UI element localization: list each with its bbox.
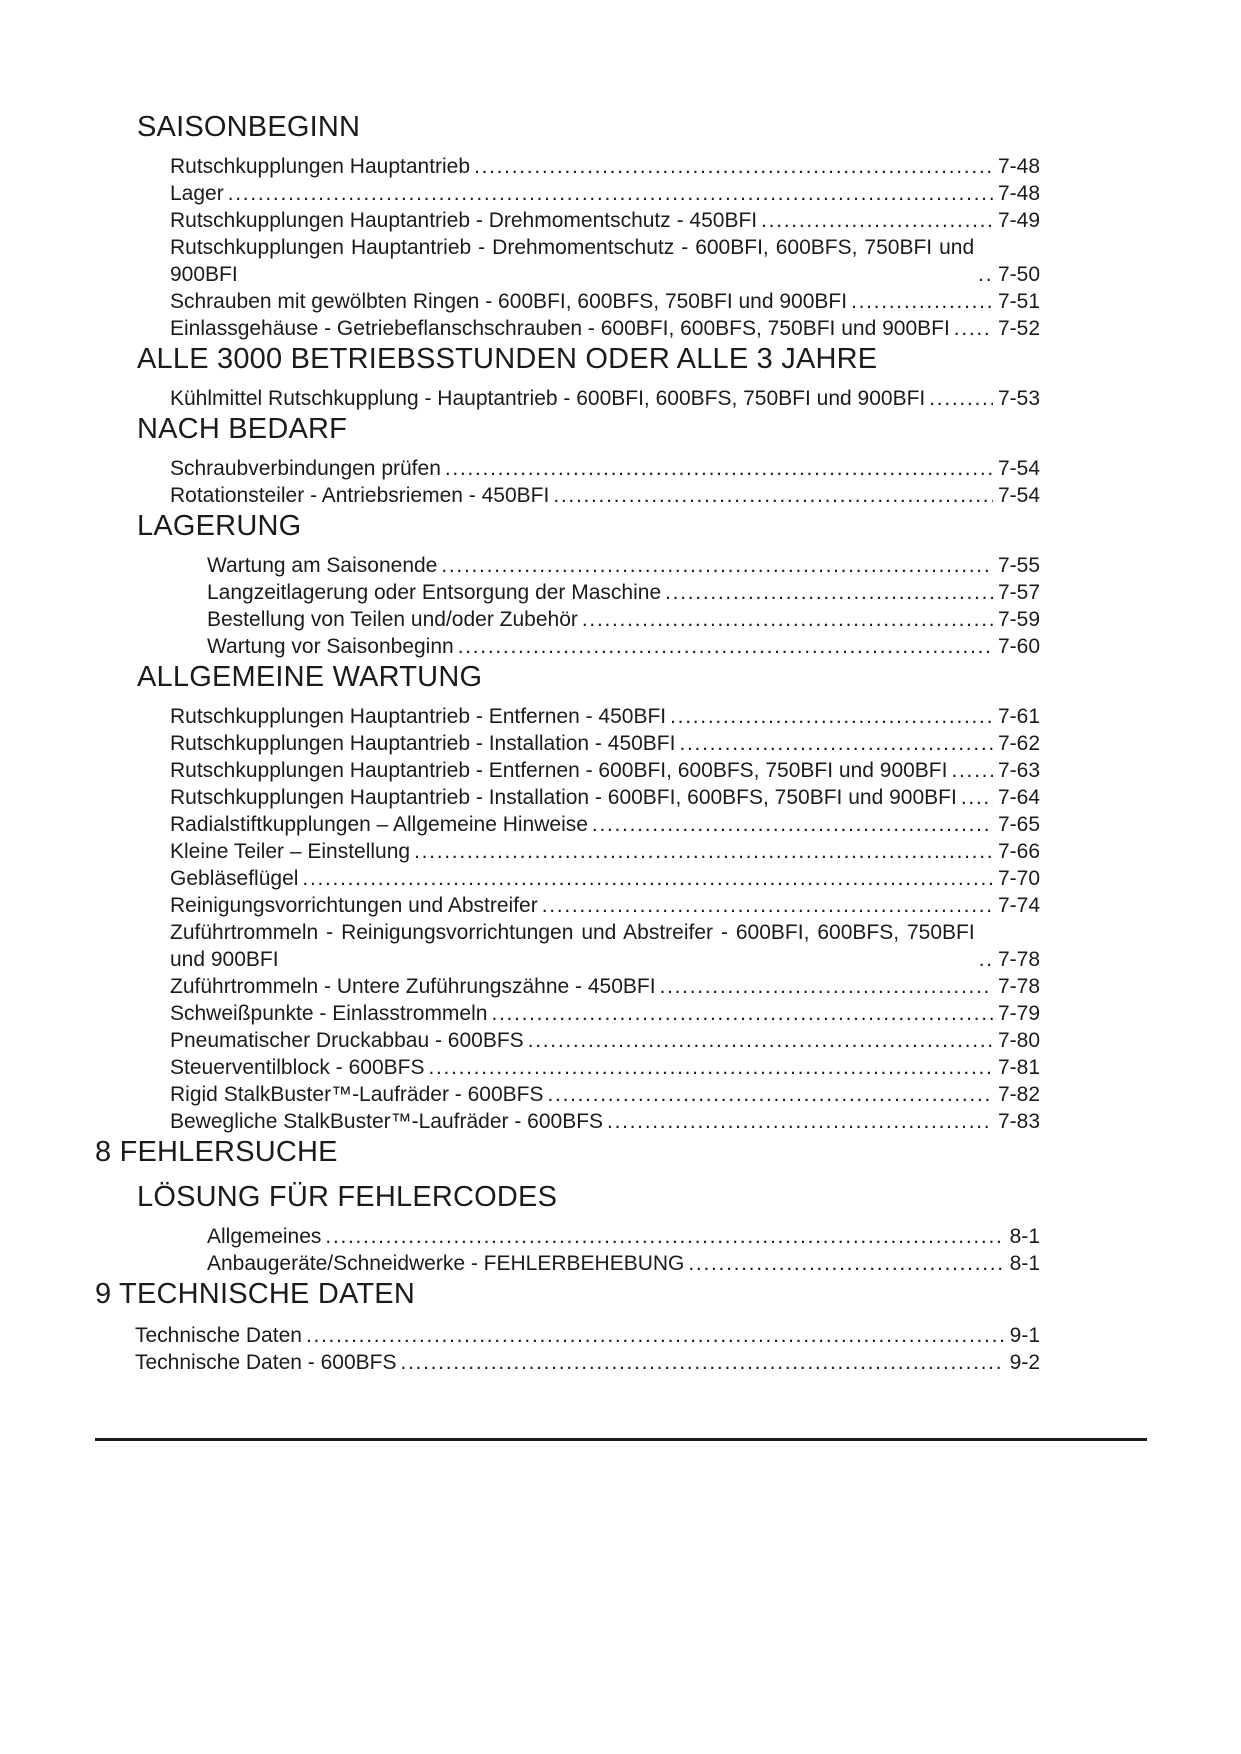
toc-entry-page-number: 7-79 xyxy=(997,1002,1040,1025)
toc-entry-page-number: 8-1 xyxy=(1009,1225,1040,1248)
toc-entry xyxy=(207,579,1040,606)
toc-entry-page-number: 7-52 xyxy=(997,317,1040,340)
toc-sections xyxy=(95,110,1040,1376)
toc-entry-page-number: 7-78 xyxy=(997,948,1040,971)
toc-entry-page-number: 7-55 xyxy=(997,554,1040,577)
dot-leader xyxy=(428,1054,993,1081)
toc-entry-title: Reinigungsvorrichtungen und Abstreifer xyxy=(170,894,538,917)
toc-entry xyxy=(170,892,1040,919)
dot-leader xyxy=(679,730,993,757)
toc-entry-page-number: 7-63 xyxy=(997,759,1040,782)
toc-entry-title: Rutschkupplungen Hauptantrieb - Installation - 450BFI xyxy=(170,732,676,755)
dot-leader xyxy=(414,838,993,865)
dot-leader xyxy=(582,606,993,633)
toc-entry xyxy=(170,234,1040,288)
toc-entry xyxy=(170,455,1040,482)
toc-entry-page-number: 7-54 xyxy=(997,457,1040,480)
toc-entry-page-number: 7-74 xyxy=(997,894,1040,917)
dot-leader xyxy=(553,482,993,509)
toc-entry xyxy=(170,1027,1040,1054)
chapter-heading: 8 FEHLERSUCHE xyxy=(95,1136,338,1168)
toc-entry-title: Pneumatischer Druckabbau - 600BFS xyxy=(170,1029,524,1052)
toc-entry-title: Schweißpunkte - Einlasstrommeln xyxy=(170,1002,488,1025)
toc-entry-title: Kühlmittel Rutschkupplung - Hauptantrieb - 600BFI, 600BFS, 750BFI und 900BFI xyxy=(170,387,926,410)
footer-rule xyxy=(95,1438,1147,1441)
toc-entry-title: Wartung am Saisonende xyxy=(207,554,438,577)
toc-entry-page-number: 7-66 xyxy=(997,840,1040,863)
toc-entry xyxy=(170,973,1040,1000)
toc-entry-page-number: 7-59 xyxy=(997,608,1040,631)
dot-leader xyxy=(607,1108,993,1135)
toc-entry-title: Rutschkupplungen Hauptantrieb - Installation - 600BFI, 600BFS, 750BFI und 900BFI xyxy=(170,786,957,809)
toc-entry xyxy=(170,784,1040,811)
toc-entry xyxy=(135,1322,1040,1349)
chapter-heading: 9 TECHNISCHE DATEN xyxy=(95,1278,415,1310)
toc-entry-title: Lager xyxy=(170,182,224,205)
toc-entry xyxy=(207,633,1040,660)
section-heading: NACH BEDARF xyxy=(137,413,348,445)
toc-entry-title: Wartung vor Saisonbeginn xyxy=(207,635,454,658)
dot-leader xyxy=(954,315,993,342)
toc-entry xyxy=(170,385,1040,412)
dot-leader xyxy=(542,892,993,919)
toc-entry-page-number: 7-50 xyxy=(997,263,1040,286)
toc-entry-title: Schrauben mit gewölbten Ringen - 600BFI, 600BFS, 750BFI und 900BFI xyxy=(170,290,848,313)
toc-entry xyxy=(170,1000,1040,1027)
toc-entry xyxy=(170,153,1040,180)
toc-entry xyxy=(170,757,1040,784)
dot-leader xyxy=(325,1223,1004,1250)
toc-entry-page-number: 7-80 xyxy=(997,1029,1040,1052)
toc-entry-title: Radialstiftkupplungen – Allgemeine Hinweise xyxy=(170,813,588,836)
toc-entry-title: Rutschkupplungen Hauptantrieb xyxy=(170,155,471,178)
toc-entry xyxy=(170,482,1040,509)
dot-leader xyxy=(665,579,993,606)
dot-leader xyxy=(474,153,993,180)
dot-leader xyxy=(688,1250,1004,1277)
dot-leader xyxy=(400,1349,1004,1376)
dot-leader xyxy=(458,633,993,660)
toc-entry xyxy=(170,207,1040,234)
dot-leader xyxy=(851,288,993,315)
toc-entry-title: Langzeitlagerung oder Entsorgung der Maschine xyxy=(207,581,662,604)
toc-entry-page-number: 7-82 xyxy=(997,1083,1040,1106)
section-heading: ALLE 3000 BETRIEBSSTUNDEN ODER ALLE 3 JAHRE xyxy=(137,343,878,375)
section-heading: SAISONBEGINN xyxy=(137,111,361,143)
toc-entry-page-number: 7-51 xyxy=(997,290,1040,313)
dot-leader xyxy=(441,552,993,579)
toc-entry-page-number: 7-64 xyxy=(997,786,1040,809)
toc-entry xyxy=(170,730,1040,757)
toc-entry xyxy=(207,1223,1040,1250)
dot-leader xyxy=(961,784,993,811)
toc-entry xyxy=(170,1081,1040,1108)
toc-entry xyxy=(207,1250,1040,1277)
toc-entry xyxy=(170,1108,1040,1135)
toc-entry-title: Zuführtrommeln - Reinigungsvorrichtungen und Abstreifer - 600BFI, 600BFS, 750BFI und 900BFI xyxy=(170,921,975,971)
toc-entry-title: Rutschkupplungen Hauptantrieb - Entfernen - 450BFI xyxy=(170,705,667,728)
toc-entry-page-number: 7-48 xyxy=(997,155,1040,178)
toc-entry xyxy=(170,811,1040,838)
section-heading: ALLGEMEINE WARTUNG xyxy=(137,661,483,693)
section-heading: LAGERUNG xyxy=(137,510,302,542)
toc-entry xyxy=(170,865,1040,892)
toc-entry xyxy=(207,552,1040,579)
toc-entry-title: Allgemeines xyxy=(207,1225,322,1248)
toc-entry-title: Rutschkupplungen Hauptantrieb - Entfernen - 600BFI, 600BFS, 750BFI und 900BFI xyxy=(170,759,948,782)
toc-entry-title: Steuerventilblock - 600BFS xyxy=(170,1056,425,1079)
toc-entry-title: Bestellung von Teilen und/oder Zubehör xyxy=(207,608,578,631)
dot-leader xyxy=(548,1081,993,1108)
toc-entry-title: Rotationsteiler - Antriebsriemen - 450BFI xyxy=(170,484,550,507)
toc-entry-page-number: 7-62 xyxy=(997,732,1040,755)
toc-entry-page-number: 7-57 xyxy=(997,581,1040,604)
dot-leader xyxy=(951,757,992,784)
toc-entry-page-number: 7-70 xyxy=(997,867,1040,890)
toc-entry-page-number: 7-81 xyxy=(997,1056,1040,1079)
toc-entry-title: Rutschkupplungen Hauptantrieb - Drehmomentschutz - 600BFI, 600BFS, 750BFI und 900BFI xyxy=(170,236,975,286)
dot-leader xyxy=(445,455,993,482)
dot-leader xyxy=(978,261,993,288)
toc-entry-title: Technische Daten xyxy=(135,1324,302,1347)
toc-entry-page-number: 7-61 xyxy=(997,705,1040,728)
toc-entry xyxy=(170,703,1040,730)
toc-entry-title: Rutschkupplungen Hauptantrieb - Drehmomentschutz - 450BFI xyxy=(170,209,758,232)
section-heading: LÖSUNG FÜR FEHLERCODES xyxy=(137,1181,558,1213)
toc-entry-title: Gebläseflügel xyxy=(170,867,299,890)
toc-entry-title: Kleine Teiler – Einstellung xyxy=(170,840,411,863)
toc-entry-page-number: 7-54 xyxy=(997,484,1040,507)
toc-entry-title: Einlassgehäuse - Getriebeflanschschrauben - 600BFI, 600BFS, 750BFI und 900BFI xyxy=(170,317,950,340)
toc-entry-page-number: 7-48 xyxy=(997,182,1040,205)
toc-entry-title: Zuführtrommeln - Untere Zuführungszähne - 450BFI xyxy=(170,975,656,998)
toc-entry xyxy=(170,288,1040,315)
toc-entry xyxy=(170,838,1040,865)
toc-entry-title: Bewegliche StalkBuster™-Laufräder - 600BFS xyxy=(170,1110,604,1133)
toc-entry xyxy=(170,315,1040,342)
toc-entry xyxy=(170,1054,1040,1081)
dot-leader xyxy=(306,1322,1005,1349)
toc-entry-page-number: 8-1 xyxy=(1009,1252,1040,1275)
toc-entry xyxy=(170,919,1040,973)
dot-leader xyxy=(979,946,993,973)
toc-entry-page-number: 9-1 xyxy=(1009,1324,1040,1347)
toc-entry-page-number: 7-53 xyxy=(997,387,1040,410)
toc-entry-page-number: 9-2 xyxy=(1009,1351,1040,1374)
dot-leader xyxy=(929,385,993,412)
dot-leader xyxy=(761,207,993,234)
dot-leader xyxy=(302,865,993,892)
toc-entry-page-number: 7-83 xyxy=(997,1110,1040,1133)
toc-entry-page-number: 7-49 xyxy=(997,209,1040,232)
dot-leader xyxy=(670,703,993,730)
toc-entry-page-number: 7-65 xyxy=(997,813,1040,836)
toc-entry-page-number: 7-78 xyxy=(997,975,1040,998)
toc-entry xyxy=(170,180,1040,207)
toc-entry-title: Schraubverbindungen prüfen xyxy=(170,457,441,480)
dot-leader xyxy=(592,811,993,838)
dot-leader xyxy=(491,1000,993,1027)
toc-entry-title: Rigid StalkBuster™-Laufräder - 600BFS xyxy=(170,1083,544,1106)
toc-entry-title: Anbaugeräte/Schneidwerke - FEHLERBEHEBUNG xyxy=(207,1252,685,1275)
dot-leader xyxy=(660,973,993,1000)
toc-entry-page-number: 7-60 xyxy=(997,635,1040,658)
toc-entry xyxy=(207,606,1040,633)
toc-entry-title: Technische Daten - 600BFS xyxy=(135,1351,397,1374)
dot-leader xyxy=(228,180,993,207)
dot-leader xyxy=(528,1027,993,1054)
toc-entry xyxy=(135,1349,1040,1376)
